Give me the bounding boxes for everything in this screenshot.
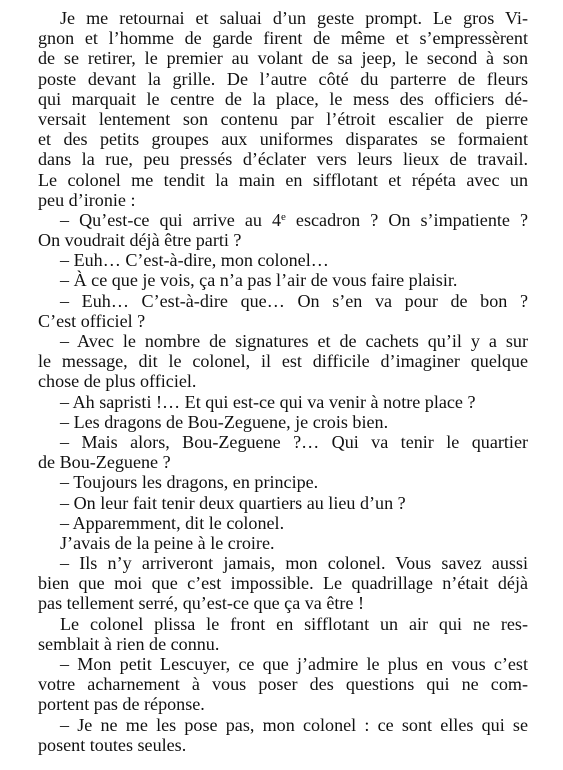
- text-line: de se retirer, le premier au volant de sa jeep, le second à son: [38, 48, 528, 69]
- text-segment: escadron ? On s’impatiente ?: [285, 209, 528, 230]
- text-line: versait lentement son contenu par l’étroit escalier de pierre: [38, 108, 528, 129]
- text-line: – Euh… C’est-à-dire, mon colonel…: [60, 250, 329, 271]
- text-line: de Bou-Zeguene ?: [38, 452, 171, 473]
- text-line: – Apparemment, dit le colonel.: [60, 512, 285, 533]
- text-line: – Je ne me les pose pas, mon colonel : ce sont elles qui se: [60, 714, 528, 735]
- text-line: – À ce que je vois, ça n’a pas l’air de vous faire plaisir.: [60, 270, 458, 291]
- text-line: semblait à rien de connu.: [38, 633, 220, 654]
- text-line: Je me retournai et saluai d’un geste prompt. Le gros Vi-: [60, 8, 528, 28]
- text-line: Le colonel me tendit la main en sifflotant et répéta avec un: [38, 169, 528, 190]
- text-line: peu d’ironie :: [38, 189, 136, 210]
- text-line: posent toutes seules.: [38, 734, 187, 755]
- text-line: C’est officiel ?: [38, 310, 146, 331]
- text-line: poste devant la grille. De l’autre côté du parterre de fleurs: [38, 68, 528, 89]
- text-segment: – Qu’est-ce qui arrive au 4: [60, 209, 281, 230]
- text-line: J’avais de la peine à le croire.: [60, 532, 275, 553]
- text-line: Le colonel plissa le front en sifflotant un air qui ne res-: [60, 613, 528, 634]
- text-line: votre acharnement à vous poser des questions qui ne com-: [38, 674, 528, 695]
- text-line: portent pas de réponse.: [38, 694, 205, 715]
- text-line: [38, 210, 528, 230]
- text-line: le message, dit le colonel, il est difficile d’imaginer quelque: [38, 351, 528, 372]
- text-line: – Avec le nombre de signatures et de cachets qu’il y a sur: [60, 331, 528, 351]
- text-line: On voudrait déjà être parti ?: [38, 230, 242, 251]
- text-line: – Mais alors, Bou-Zeguene ?… Qui va tenir le quartier: [60, 431, 528, 452]
- text-line: – Mon petit Lescuyer, ce que j’admire le plus en vous c’est: [60, 654, 528, 674]
- text-line: chose de plus officiel.: [38, 371, 197, 392]
- text-line: dans la rue, peu pressés d’éclater vers leurs lieux de travail.: [38, 149, 528, 170]
- text-line: – On leur fait tenir deux quartiers au lieu d’un ?: [60, 492, 406, 513]
- text-line: bien que moi que c’est impossible. Le quadrillage n’était déjà: [38, 573, 528, 594]
- text-line: gnon et l’homme de garde firent de même et s’empressèrent: [38, 28, 528, 49]
- text-line: – Ils n’y arriveront jamais, mon colonel. Vous savez aussi: [60, 553, 528, 574]
- text-line: – Toujours les dragons, en principe.: [60, 472, 319, 493]
- text-line: qui marquait le centre de la place, le mess des officiers dé-: [38, 88, 528, 109]
- page-text: [38, 8, 528, 755]
- text-line: pas tellement serré, qu’est-ce que ça va être !: [38, 593, 365, 614]
- text-line: – Ah sapristi !… Et qui est-ce qui va venir à notre place ?: [60, 391, 476, 412]
- text-line: et des petits groupes aux uniformes disparates se formaient: [38, 129, 528, 150]
- text-line: – Euh… C’est-à-dire que… On s’en va pour de bon ?: [60, 290, 528, 311]
- ordinal-superscript: e: [281, 210, 286, 223]
- text-line: – Les dragons de Bou-Zeguene, je crois bien.: [60, 411, 389, 432]
